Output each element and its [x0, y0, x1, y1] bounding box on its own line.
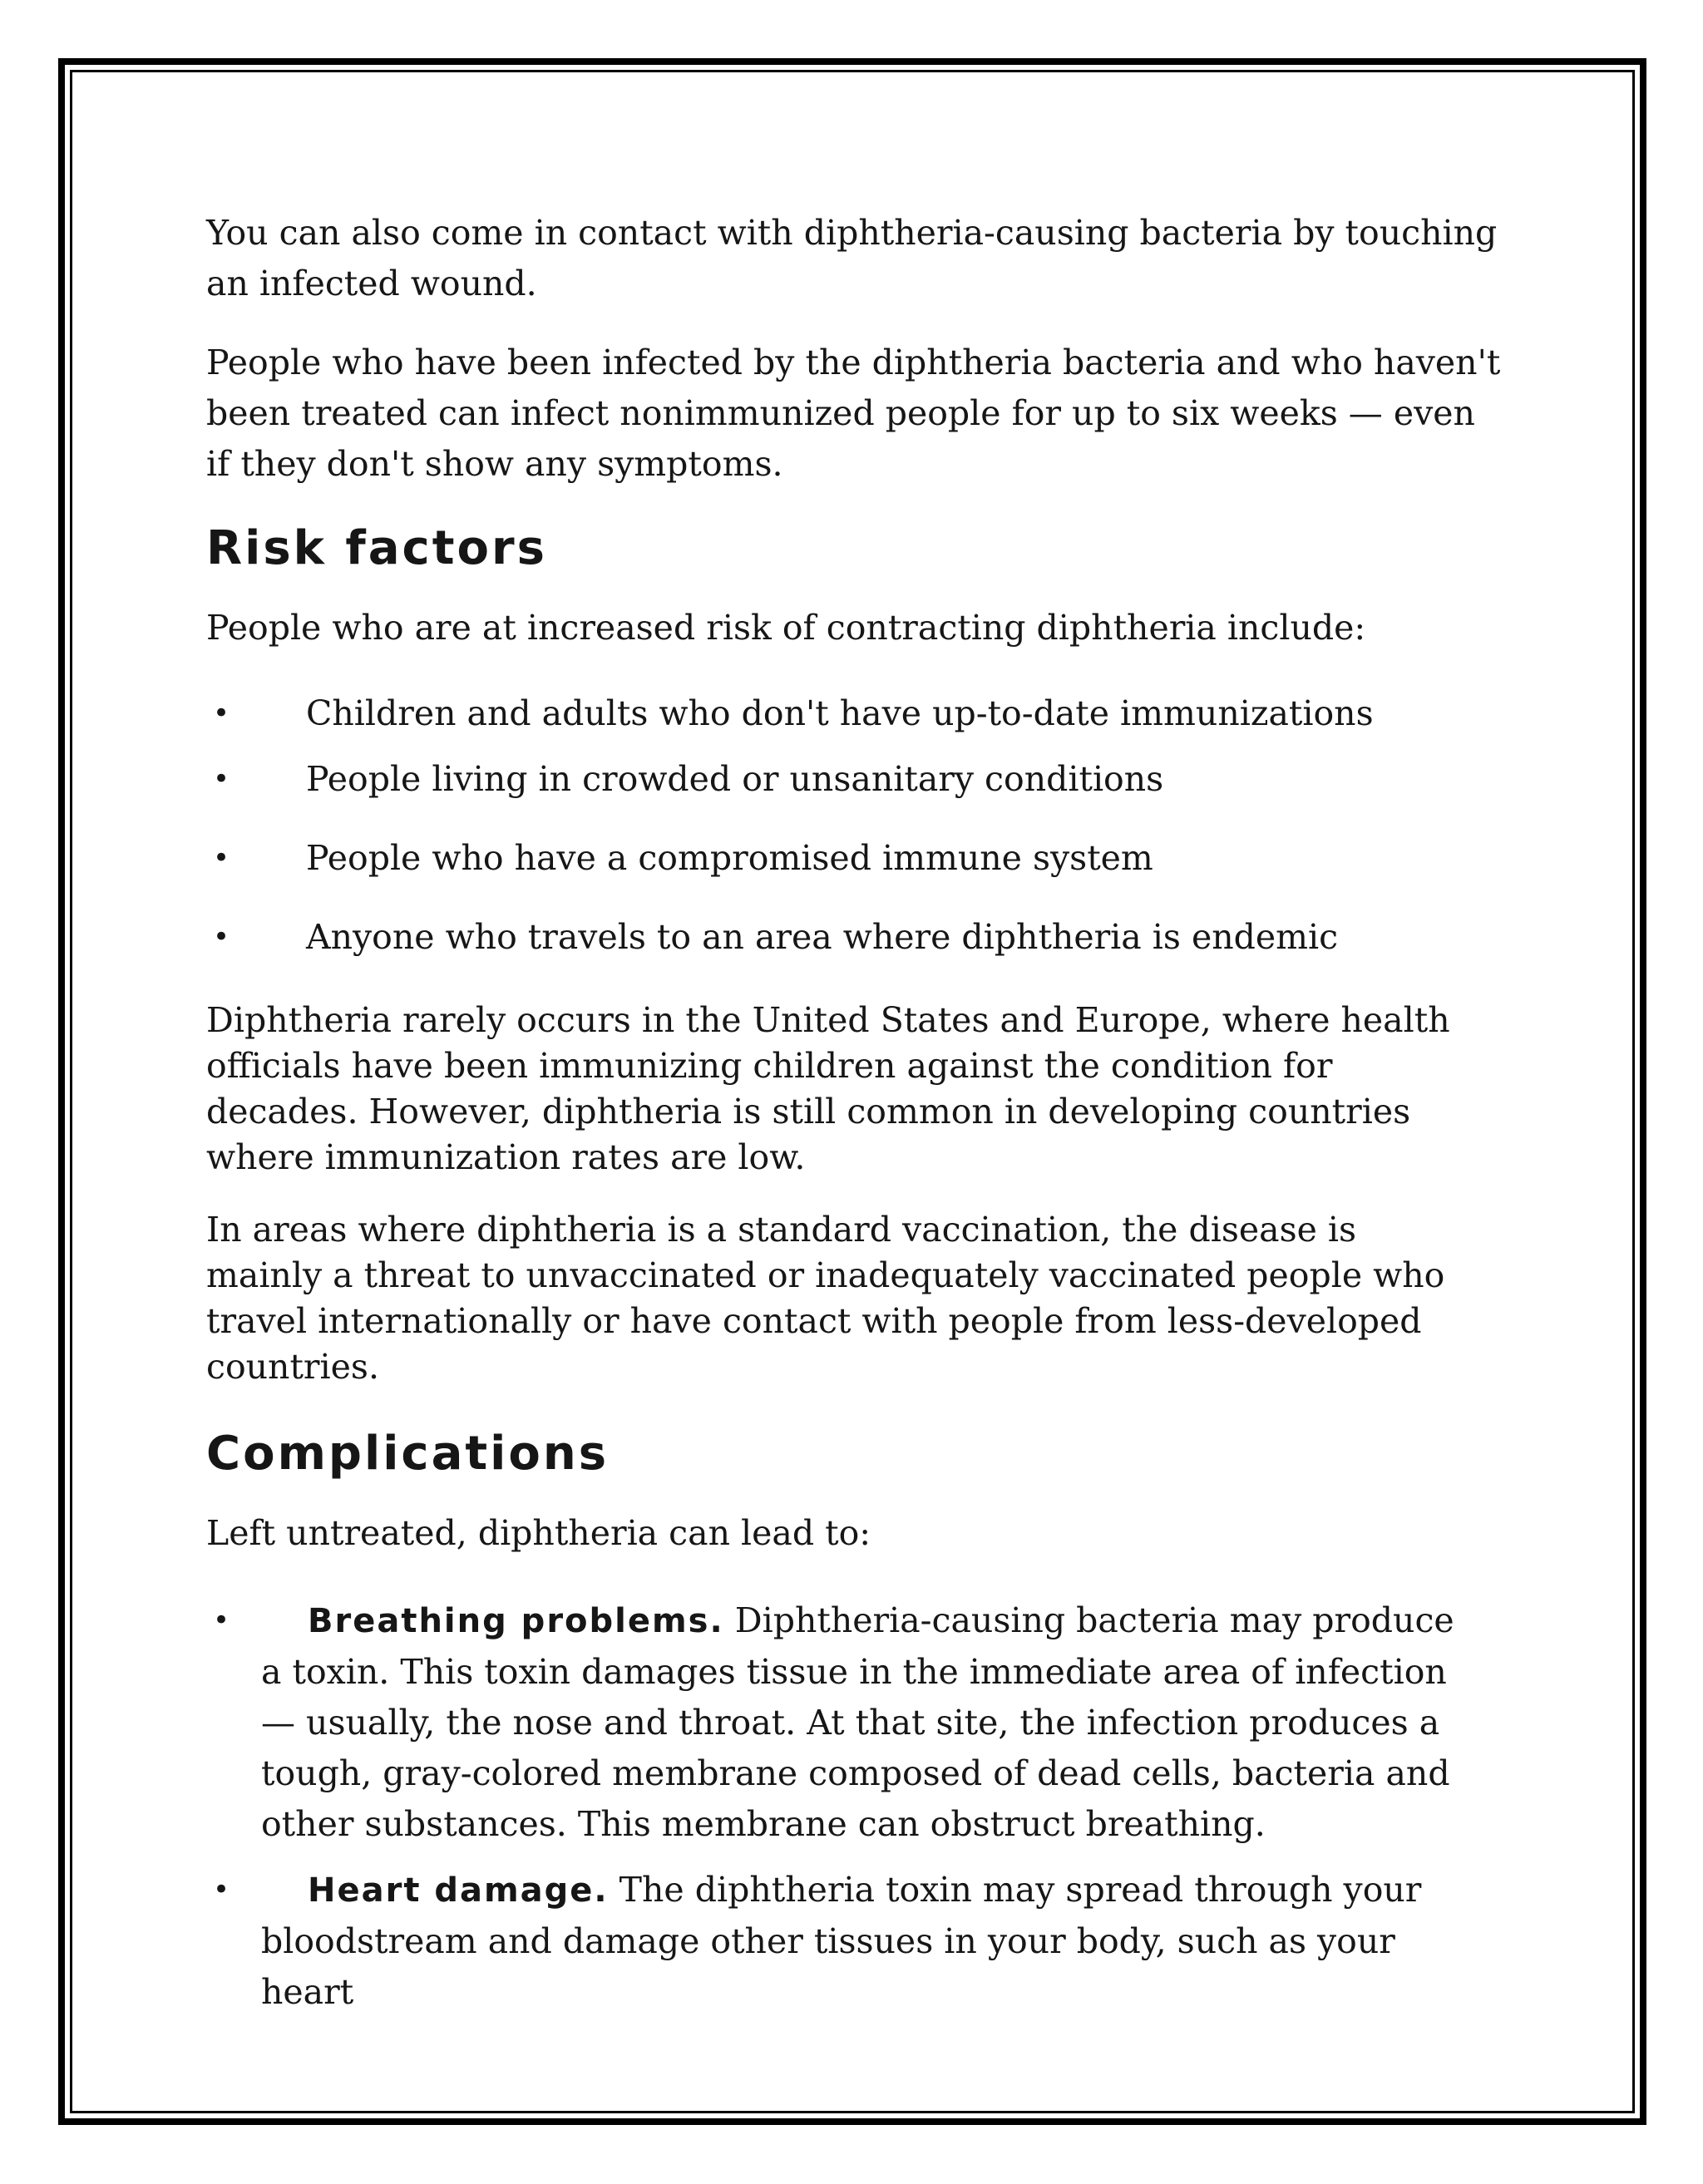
paragraph-wound-contact: You can also come in contact with diphtheria-causing bacteria by touching an infected wound. [206, 213, 1498, 303]
complication-term: Heart damage. [308, 1871, 609, 1910]
list-item [206, 1865, 1483, 2018]
bullet-icon: • [213, 697, 230, 730]
heading-risk-factors: Risk factors [206, 521, 547, 575]
list-item [206, 833, 1520, 884]
list-item-text: Children and adults who don't have up-to-date immunizations [306, 693, 1374, 733]
paragraph-untreated-infection: People who have been infected by the diphtheria bacteria and who haven't been treated can infect nonimmunized people for up to six weeks — even if they don't show any symptoms. [206, 343, 1501, 484]
document-body [206, 208, 1520, 2018]
bullet-icon: • [213, 841, 230, 875]
complications-intro: Left untreated, diphtheria can lead to: [206, 1513, 871, 1553]
list-item [206, 688, 1520, 739]
complication-text: Diphtheria-causing bacteria may produce a toxin. This toxin damages tissue in the immediate area of infection — usually, the nose and throat. At that site, the infection produces a tough, gray-colored membrane composed of dead cells, bacteria and other substances. This membrane can obstruct breathing. [261, 1600, 1454, 1844]
heading-complications: Complications [206, 1427, 610, 1481]
bullet-icon: • [213, 1604, 230, 1637]
complication-text: The diphtheria toxin may spread through your bloodstream and damage other tissues in your body, such as your heart [261, 1870, 1422, 2012]
paragraph-vaccination-areas: In areas where diphtheria is a standard vaccination, the disease is mainly a threat to unvaccinated or inadequately vaccinated people who travel internationally or have contact with people from less-developed countries. [206, 1210, 1445, 1387]
risk-intro: People who are at increased risk of contracting diphtheria include: [206, 608, 1366, 648]
bullet-icon: • [213, 1873, 230, 1906]
list-item [206, 912, 1520, 963]
complication-term: Breathing problems. [308, 1602, 724, 1640]
list-item [206, 754, 1520, 805]
list-item [206, 1595, 1483, 1850]
risk-factors-list [206, 688, 1520, 963]
complications-list [206, 1595, 1520, 2018]
list-item-text: People who have a compromised immune system [306, 838, 1153, 878]
bullet-icon: • [213, 762, 230, 796]
paragraph-us-europe: Diphtheria rarely occurs in the United States and Europe, where health officials have been immunizing children against the condition for decades. However, diphtheria is still common in developing countries where immunization rates are low. [206, 1000, 1450, 1177]
bullet-icon: • [213, 920, 230, 954]
list-item-text: Anyone who travels to an area where diphtheria is endemic [306, 917, 1339, 957]
list-item-text: People living in crowded or unsanitary conditions [306, 759, 1164, 799]
